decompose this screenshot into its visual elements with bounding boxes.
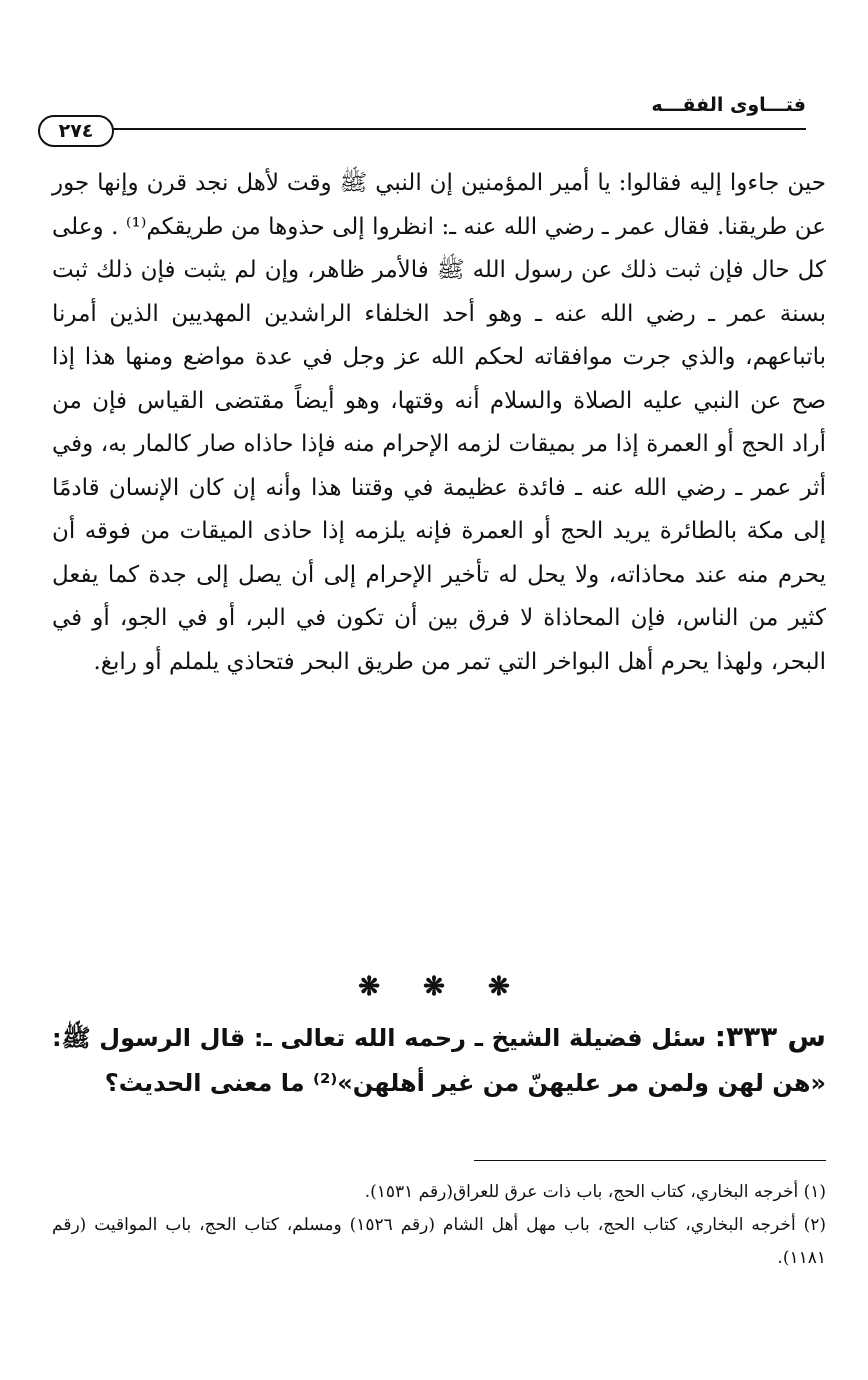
footnote-rule [474,1160,826,1161]
body-paragraph: حين جاءوا إليه فقالوا: يا أمير المؤمنين إن النبي ﷺ وقت لأهل نجد قرن وإنها جور عن طريقنا. فقال عمر ـ رضي الله عنه ـ: انظروا إلى حذوها من طريقكم⁽¹⁾ . وعلى كل حال فإن ثبت ذلك عن رسول الله ﷺ فالأمر ظاهر، وإن لم يثبت فإن ذلك ثبت بسنة عمر ـ رضي الله عنه ـ وهو أحد الخلفاء الراشدين المهديين الذين أمرنا باتباعهم، والذي جرت موافقاته لحكم الله عز وجل في عدة مواضع ومنها هذا إذا صح عن النبي عليه الصلاة والسلام أنه وقتها، وهو أيضاً مقتضى القياس فإن من أراد الحج أو العمرة إذا مر بميقات لزمه الإحرام منه فإذا حاذاه صار كالمار به، وفي أثر عمر ـ رضي الله عنه ـ فائدة عظيمة في وقتنا هذا وأنه إن كان الإنسان قادمًا إلى مكة بالطائرة يريد الحج أو العمرة فإنه يلزمه إذا حاذى الميقات من فوقه أن يحرم منه عند محاذاته، ولا يحل له تأخير الإحرام إلى أن يصل إلى جدة كما يفعل كثير من الناس، فإن المحاذاة لا فرق بين أن تكون في البر، أو في الجو، أو في البحر، ولهذا يحرم أهل البواخر التي تمر من طريق البحر فتحاذي يلملم أو رابغ. [52,170,826,675]
footnotes [52,1176,826,1275]
question-text: سئل فضيلة الشيخ ـ رحمه الله تعالى ـ: قال الرسول ﷺ: «هن لهن ولمن مر عليهنّ من غير أهلهن»⁽²⁾ ما معنى الحديث؟ [52,1024,826,1097]
page-number: ٢٧٤ [38,115,114,147]
question-label: س ٣٣٣: [714,1020,826,1053]
page-header [38,92,806,148]
footnote-1: (١) أخرجه البخاري، كتاب الحج، باب ذات عرق للعراق(رقم ١٥٣١). [364,1182,826,1202]
footnote-2: (٢) أخرجه البخاري، كتاب الحج، باب مهل أهل الشام (رقم ١٥٢٦) ومسلم، كتاب الحج، باب المواقيت (رقم ١١٨١). [52,1215,827,1268]
book-title: فتـــاوى الفقـــه [651,94,806,116]
question-paragraph [52,1014,826,1106]
section-separator: ❋ ❋ ❋ [358,972,510,1002]
header-rule [104,128,806,130]
